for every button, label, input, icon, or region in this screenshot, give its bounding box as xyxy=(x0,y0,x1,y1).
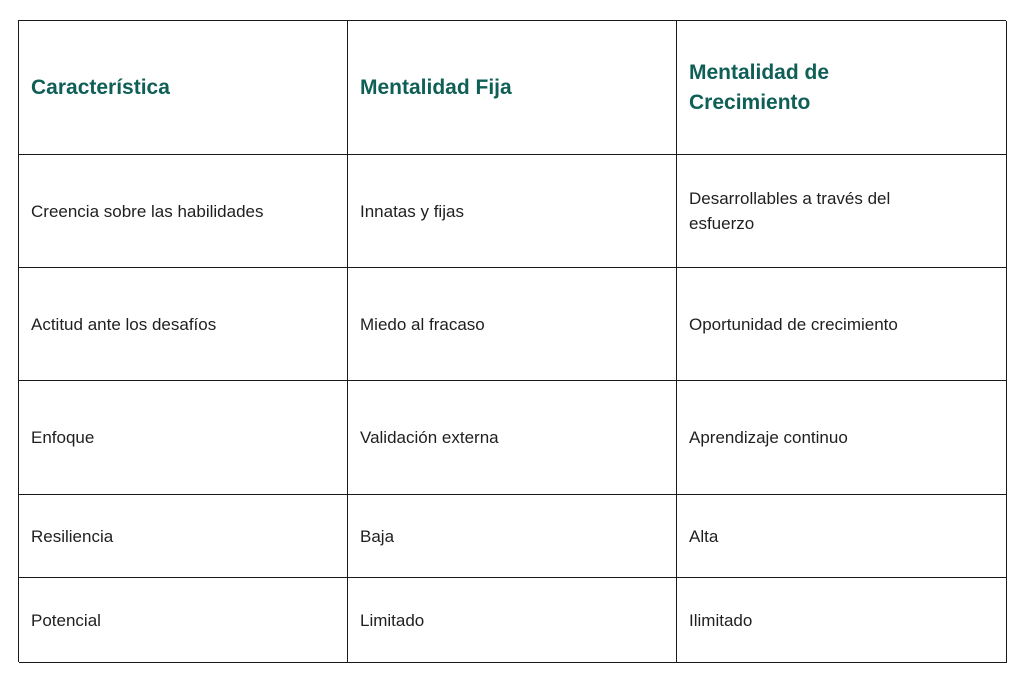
cell-text: Validación externa xyxy=(360,428,499,447)
table-cell xyxy=(19,495,348,578)
header-cell-growth-mindset xyxy=(677,21,1007,155)
table-cell xyxy=(348,578,677,663)
table-cell xyxy=(677,381,1007,495)
table-cell xyxy=(19,268,348,381)
cell-text: Innatas y fijas xyxy=(360,201,464,221)
table-cell xyxy=(677,155,1007,268)
table-cell xyxy=(348,381,677,495)
header-cell-characteristic xyxy=(19,21,348,155)
table-cell xyxy=(19,578,348,663)
cell-text: Miedo al fracaso xyxy=(360,314,485,334)
header-label: Mentalidad Fija xyxy=(360,75,512,99)
header-label: Característica xyxy=(31,75,170,99)
cell-text: Potencial xyxy=(31,610,101,630)
comparison-table xyxy=(18,20,1006,662)
header-label: Mentalidad de Crecimiento xyxy=(689,60,830,114)
table-cell xyxy=(677,268,1007,381)
table-cell xyxy=(19,381,348,495)
cell-text: Limitado xyxy=(360,610,425,630)
cell-text: Oportunidad de crecimiento xyxy=(689,314,898,334)
cell-text: Alta xyxy=(689,526,719,546)
table-cell xyxy=(348,268,677,381)
cell-text: Desarrollables a través del esfuerzo xyxy=(689,189,891,233)
cell-text: Aprendizaje continuo xyxy=(689,428,848,447)
cell-text: Creencia sobre las habilidades xyxy=(31,201,264,221)
table-cell xyxy=(19,155,348,268)
cell-text: Baja xyxy=(360,526,395,546)
table-cell xyxy=(348,495,677,578)
table-cell xyxy=(677,495,1007,578)
table-cell xyxy=(677,578,1007,663)
cell-text: Resiliencia xyxy=(31,526,114,546)
cell-text: Ilimitado xyxy=(689,610,753,630)
cell-text: Actitud ante los desafíos xyxy=(31,314,217,334)
header-cell-fixed-mindset xyxy=(348,21,677,155)
table-cell xyxy=(348,155,677,268)
cell-text: Enfoque xyxy=(31,428,95,447)
